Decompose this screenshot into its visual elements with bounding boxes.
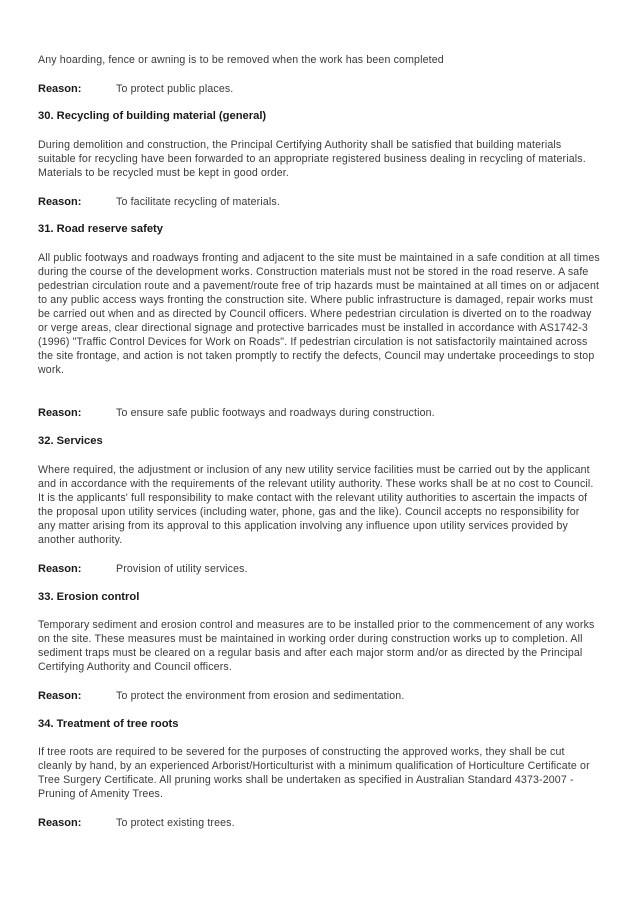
section-heading-33: 33. Erosion control — [38, 591, 140, 603]
reason-row-32 — [38, 561, 600, 577]
reason-text: To ensure safe public footways and roadways during construction. — [116, 407, 435, 419]
reason-label: Reason: — [38, 817, 82, 829]
reason-row-intro — [38, 81, 600, 97]
reason-label: Reason: — [38, 563, 82, 575]
section-body-34: If tree roots are required to be severed for the purposes of constructing the approved works, they shall be cut cleanly by hand, by an experienced Arborist/Horticulturist with a minimum qualification of Horticulture Certificate or Tree Surgery Certificate. All pruning works shall be undertaken as specified in Australian Standard 4373-2007 - Pruning of Amenity Trees. — [38, 746, 590, 800]
section-heading-34: 34. Treatment of tree roots — [38, 718, 179, 730]
section-body-33: Temporary sediment and erosion control and measures are to be installed prior to the commencement of any works on the site. These measures must be maintained in working order during construction works up to completion. All sediment traps must be cleared on a regular basis and after each major storm and/or as directed by the Principal Certifying Authority and Council officers. — [38, 619, 595, 673]
reason-row-33 — [38, 688, 600, 704]
reason-text: To facilitate recycling of materials. — [116, 196, 280, 208]
section-body-31: All public footways and roadways fronting and adjacent to the site must be maintained in a safe condition at all times during the course of the development works. Construction materials must not be stored in the road reserve. A safe pedestrian circulation route and a pavement/route free of trip hazards must be maintained at all times on or adjacent to any public access ways fronting the construction site. Where public infrastructure is damaged, repair works must be carried out when and as directed by Council officers. Where pedestrian circulation is diverted on to the roadway or verge areas, clear directional signage and protective barricades must be installed in accordance with AS1742-3 (1996) "Traffic Control Devices for Work on Roads". If pedestrian circulation is not satisfactorily maintained across the site frontage, and action is not taken promptly to rectify the defects, Council may undertake proceedings to stop work. — [38, 252, 600, 376]
reason-row-34 — [38, 815, 600, 831]
section-heading-30: 30. Recycling of building material (general) — [38, 110, 267, 122]
reason-label: Reason: — [38, 407, 82, 419]
reason-label: Reason: — [38, 690, 82, 702]
reason-label: Reason: — [38, 196, 82, 208]
reason-text: To protect existing trees. — [116, 817, 235, 829]
section-body-30: During demolition and construction, the Principal Certifying Authority shall be satisfied that building materials suitable for recycling have been forwarded to an appropriate registered business dealing in recycling of materials. Materials to be recycled must be kept in good order. — [38, 139, 586, 179]
reason-text: To protect the environment from erosion and sedimentation. — [116, 690, 405, 702]
section-heading-32: 32. Services — [38, 435, 103, 447]
section-body-32: Where required, the adjustment or inclusion of any new utility service facilities must be carried out by the applicant and in accordance with the requirements of the relevant utility authority. These works shall be at no cost to Council. It is the applicants' full responsibility to make contact with the relevant utility authorities to ascertain the impacts of the proposal upon utility services (including water, phone, gas and the like). Council accepts no responsibility for any matter arising from its approval to this application involving any influence upon utility services provided by another authority. — [38, 464, 594, 546]
reason-label: Reason: — [38, 83, 82, 95]
reason-row-30 — [38, 194, 600, 210]
reason-text: Provision of utility services. — [116, 563, 248, 575]
intro-paragraph: Any hoarding, fence or awning is to be removed when the work has been completed — [38, 54, 444, 66]
section-heading-31: 31. Road reserve safety — [38, 223, 164, 235]
reason-text: To protect public places. — [116, 83, 234, 95]
reason-row-31 — [38, 405, 600, 421]
